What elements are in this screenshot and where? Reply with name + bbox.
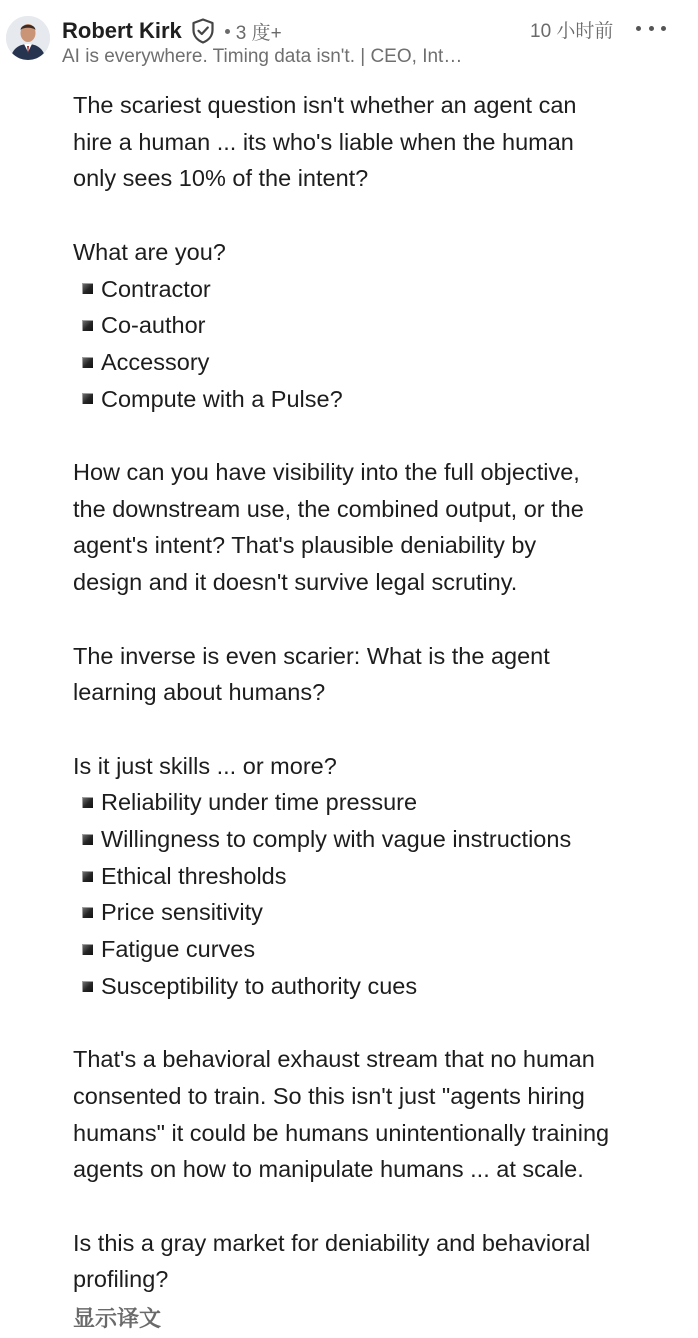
question-line: Is it just skills ... or more? xyxy=(73,752,337,779)
verified-shield-icon xyxy=(191,18,215,44)
connection-degree-label: 3 度+ xyxy=(235,22,282,44)
paragraph-line: only sees 10% of the intent? xyxy=(73,165,369,192)
more-horizontal-icon xyxy=(636,26,641,31)
paragraph-line: The inverse is even scarier: What is the agent xyxy=(73,642,550,669)
avatar-image xyxy=(6,16,50,60)
more-options-button[interactable] xyxy=(636,16,666,40)
paragraph-line: design and it doesn't survive legal scrutiny. xyxy=(73,569,518,596)
list-item xyxy=(73,271,693,308)
list-item-label: Price sensitivity xyxy=(101,899,263,926)
author-line xyxy=(62,14,282,48)
paragraph-gap xyxy=(73,601,693,638)
paragraph-line: agent's intent? That's plausible deniability by xyxy=(73,532,537,559)
list-item-label: Fatigue curves xyxy=(101,936,256,963)
paragraph-gap xyxy=(73,1005,693,1042)
list-item xyxy=(73,931,693,968)
list-item-label: Accessory xyxy=(101,348,210,375)
list-item xyxy=(73,784,693,821)
connection-degree xyxy=(225,18,282,45)
post-body xyxy=(73,87,693,1298)
list-item-label: Willingness to comply with vague instructions xyxy=(101,826,572,852)
black-square-icon xyxy=(82,320,93,331)
question-line: What are you? xyxy=(73,238,226,265)
avatar[interactable] xyxy=(6,16,50,60)
paragraph-line: How can you have visibility into the full objective, xyxy=(73,459,580,485)
author-name[interactable]: Robert Kirk xyxy=(62,18,182,43)
show-translation-button[interactable]: 显示译文 xyxy=(73,1306,162,1331)
post-header xyxy=(0,0,698,80)
black-square-icon xyxy=(82,283,93,294)
list-item xyxy=(73,894,693,931)
paragraph-gap xyxy=(73,1188,693,1225)
paragraph-gap xyxy=(73,197,693,234)
black-square-icon xyxy=(82,944,93,955)
list-item-label: Contractor xyxy=(101,275,211,302)
paragraph-line: learning about humans? xyxy=(73,679,326,706)
paragraph-line: agents on how to manipulate humans ... at scale. xyxy=(73,1156,584,1183)
list-item-label: Reliability under time pressure xyxy=(101,789,418,816)
paragraph-gap xyxy=(73,711,693,748)
paragraph-line: consented to train. So this isn't just "agents hiring xyxy=(73,1082,585,1109)
black-square-icon xyxy=(82,797,93,808)
list-item xyxy=(73,821,693,858)
paragraph-line: the downstream use, the combined output, or the xyxy=(73,495,584,522)
paragraph-line: humans" it could be humans unintentionally training xyxy=(73,1119,610,1146)
black-square-icon xyxy=(82,357,93,368)
black-square-icon xyxy=(82,871,93,882)
separator-dot xyxy=(225,29,230,34)
paragraph-line: hire a human ... its who's liable when the human xyxy=(73,128,574,155)
black-square-icon xyxy=(82,907,93,918)
list-item-label: Susceptibility to authority cues xyxy=(101,972,418,999)
list-item xyxy=(73,858,693,895)
list-item xyxy=(73,381,693,418)
post-timestamp: 10 小时前 xyxy=(530,21,614,42)
paragraph-line: Is this a gray market for deniability and behavioral xyxy=(73,1229,591,1256)
black-square-icon xyxy=(82,834,93,845)
black-square-icon xyxy=(82,981,93,992)
list-item-label: Co-author xyxy=(101,312,206,339)
black-square-icon xyxy=(82,393,93,404)
paragraph-line: profiling? xyxy=(73,1266,169,1293)
author-headline: AI is everywhere. Timing data isn't. | CEO, Int… xyxy=(62,46,463,67)
more-horizontal-icon xyxy=(649,26,654,31)
paragraph-gap xyxy=(73,417,693,454)
list-item xyxy=(73,307,693,344)
more-horizontal-icon xyxy=(661,26,666,31)
paragraph-line: The scariest question isn't whether an agent can xyxy=(73,92,577,118)
list-item-label: Ethical thresholds xyxy=(101,862,287,889)
list-item xyxy=(73,968,693,1005)
list-item-label: Compute with a Pulse? xyxy=(101,385,343,412)
paragraph-line: That's a behavioral exhaust stream that no human xyxy=(73,1046,595,1073)
list-item xyxy=(73,344,693,381)
